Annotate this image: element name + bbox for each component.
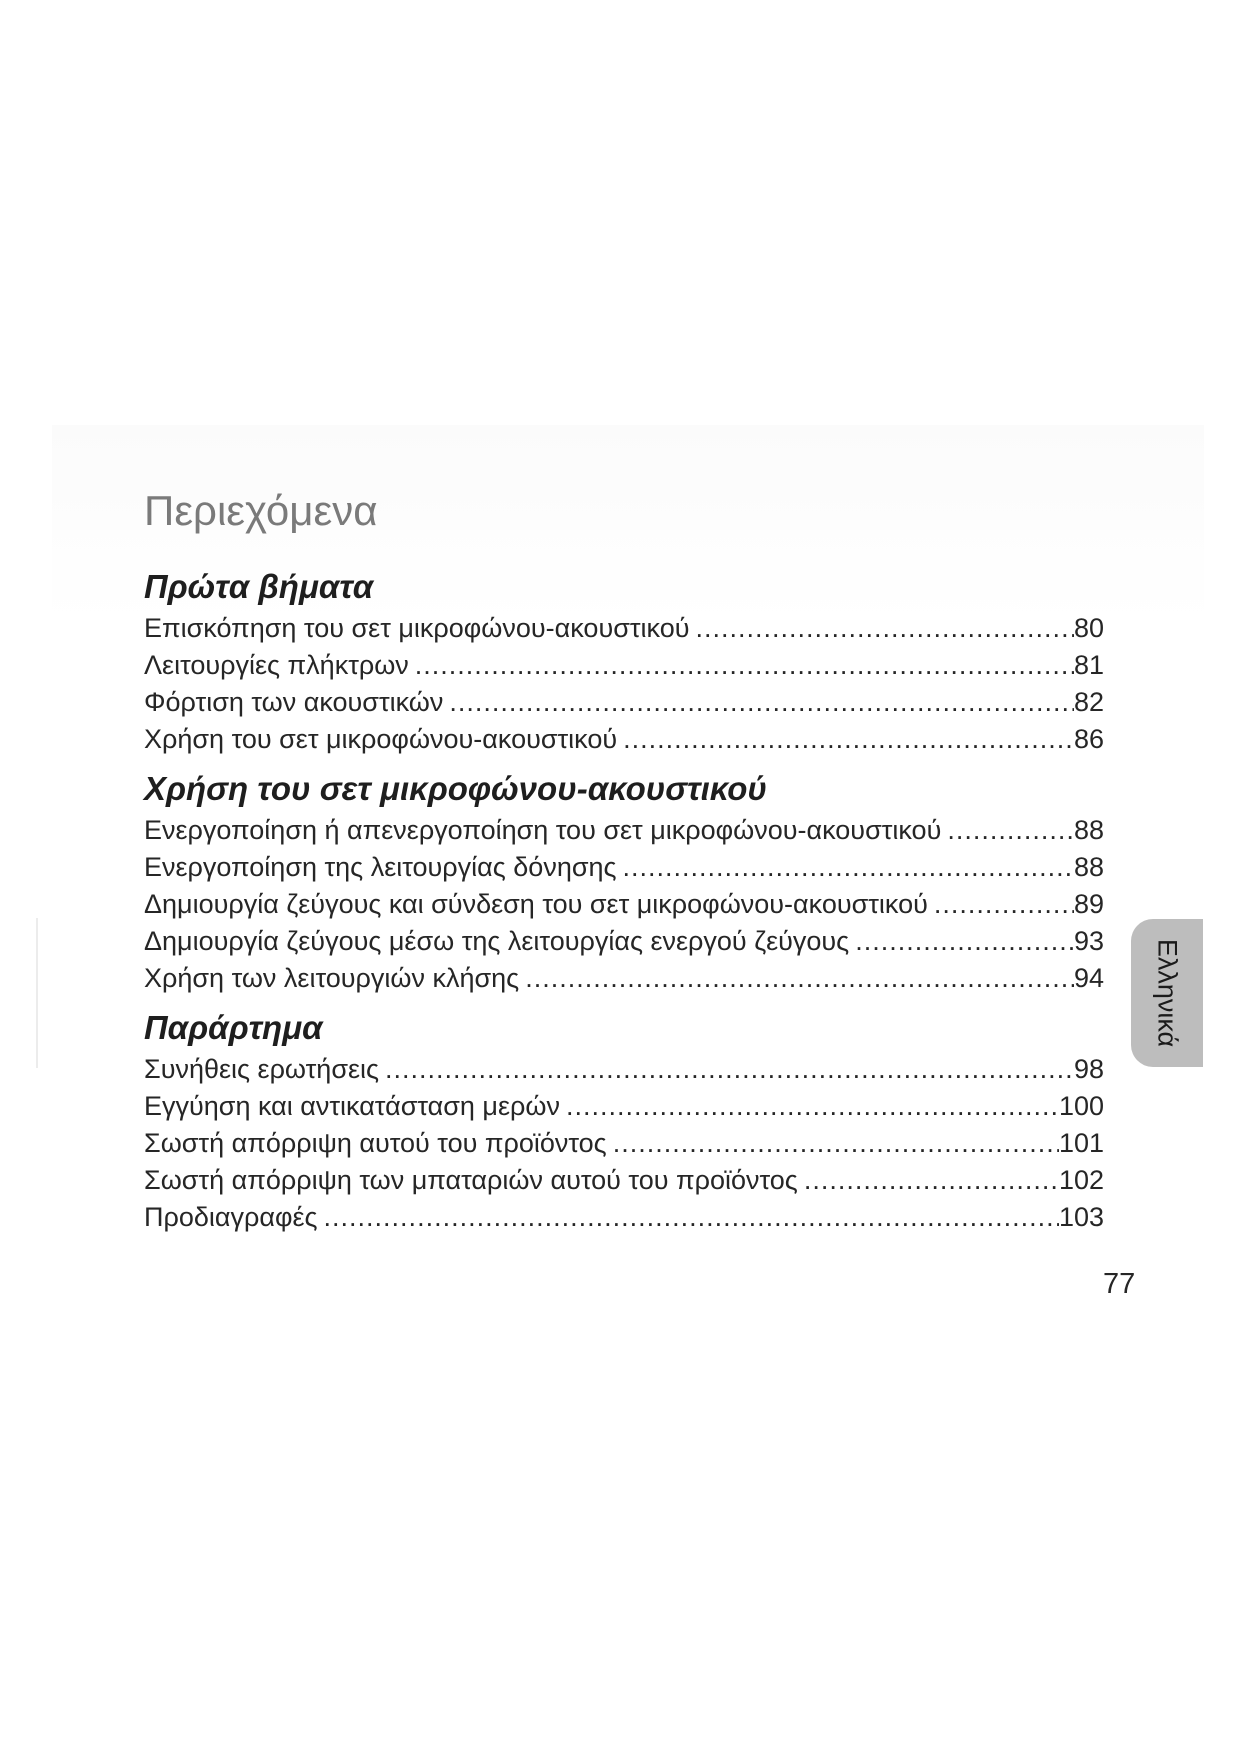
toc-entry-page: 81 xyxy=(1073,650,1104,680)
toc-entry-title: Δημιουργία ζεύγους μέσω της λειτουργίας ενεργού ζεύγους xyxy=(144,926,850,956)
toc-entry-page: 100 xyxy=(1058,1091,1104,1121)
page-title: Περιεχόμενα xyxy=(144,487,378,534)
toc-entry[interactable] xyxy=(144,1199,1104,1236)
toc-section-appendix xyxy=(144,1009,1104,1236)
toc-entry-title: Δημιουργία ζεύγους και σύνδεση του σετ μικροφώνου-ακουστικού xyxy=(144,889,928,919)
toc-entry-page: 101 xyxy=(1058,1128,1104,1158)
toc-entry-page: 88 xyxy=(1073,815,1104,845)
dot-leader xyxy=(696,610,1074,647)
language-tab[interactable] xyxy=(1131,919,1203,1067)
toc-entry-title: Επισκόπηση του σετ μικροφώνου-ακουστικού xyxy=(144,613,690,643)
toc-entry-page: 89 xyxy=(1073,889,1104,919)
toc-entry-title: Χρήση των λειτουργιών κλήσης xyxy=(144,963,520,993)
section-entries xyxy=(144,812,1104,997)
toc-entry-page: 86 xyxy=(1073,724,1104,754)
toc-entry-page: 82 xyxy=(1073,687,1104,717)
dot-leader xyxy=(623,849,1074,886)
page-number: 77 xyxy=(1103,1268,1136,1300)
toc-entry-page: 80 xyxy=(1073,613,1104,643)
toc-entry[interactable] xyxy=(144,684,1104,721)
toc-entry[interactable] xyxy=(144,1051,1104,1088)
toc-entry-title: Ενεργοποίηση ή απενεργοποίηση του σετ μικροφώνου-ακουστικού xyxy=(144,815,942,845)
toc-entry[interactable] xyxy=(144,812,1104,849)
dot-leader xyxy=(385,1051,1074,1088)
dot-leader xyxy=(613,1125,1059,1162)
toc-entry-title: Χρήση του σετ μικροφώνου-ακουστικού xyxy=(144,724,618,754)
dot-leader xyxy=(415,647,1074,684)
toc-entry[interactable] xyxy=(144,1125,1104,1162)
toc-entry-page: 93 xyxy=(1073,926,1104,956)
section-heading: Παράρτημα xyxy=(144,1009,323,1046)
toc-section-using-headset xyxy=(144,770,1104,997)
dot-leader xyxy=(947,812,1074,849)
dot-leader xyxy=(525,960,1074,997)
toc-entry[interactable] xyxy=(144,849,1104,886)
dot-leader xyxy=(934,886,1074,923)
toc-entry-title: Εγγύηση και αντικατάσταση μερών xyxy=(144,1091,560,1121)
section-heading: Πρώτα βήματα xyxy=(144,568,374,605)
dot-leader xyxy=(324,1199,1059,1236)
toc-entry[interactable] xyxy=(144,721,1104,758)
dot-leader xyxy=(623,721,1074,758)
toc-entry[interactable] xyxy=(144,886,1104,923)
toc-entry-page: 98 xyxy=(1073,1054,1104,1084)
toc-entry-title: Συνήθεις ερωτήσεις xyxy=(144,1054,380,1084)
toc-entry-title: Προδιαγραφές xyxy=(144,1202,318,1232)
scan-edge-mark xyxy=(36,918,38,1068)
toc-entry[interactable] xyxy=(144,610,1104,647)
toc-entry-page: 88 xyxy=(1073,852,1104,882)
toc-entry-title: Ενεργοποίηση της λειτουργίας δόνησης xyxy=(144,852,617,882)
toc-entry[interactable] xyxy=(144,1162,1104,1199)
toc-entry[interactable] xyxy=(144,1088,1104,1125)
toc-entry-page: 102 xyxy=(1058,1165,1104,1195)
dot-leader xyxy=(804,1162,1059,1199)
toc-entry-page: 94 xyxy=(1073,963,1104,993)
dot-leader xyxy=(855,923,1074,960)
table-of-contents xyxy=(144,488,1104,1248)
toc-section-first-steps xyxy=(144,568,1104,758)
toc-entry[interactable] xyxy=(144,960,1104,997)
dot-leader xyxy=(449,684,1074,721)
section-entries xyxy=(144,610,1104,758)
toc-entry-page: 103 xyxy=(1058,1202,1104,1232)
toc-entry-title: Σωστή απόρριψη αυτού του προϊόντος xyxy=(144,1128,607,1158)
toc-entry[interactable] xyxy=(144,647,1104,684)
dot-leader xyxy=(566,1088,1059,1125)
toc-entry-title: Φόρτιση των ακουστικών xyxy=(144,687,444,717)
section-heading: Χρήση του σετ μικροφώνου-ακουστικού xyxy=(144,770,767,807)
language-tab-label: Ελληνικά xyxy=(1152,938,1183,1048)
section-entries xyxy=(144,1051,1104,1236)
toc-entry[interactable] xyxy=(144,923,1104,960)
toc-entry-title: Σωστή απόρριψη των μπαταριών αυτού του προϊόντος xyxy=(144,1165,798,1195)
toc-entry-title: Λειτουργίες πλήκτρων xyxy=(144,650,409,680)
